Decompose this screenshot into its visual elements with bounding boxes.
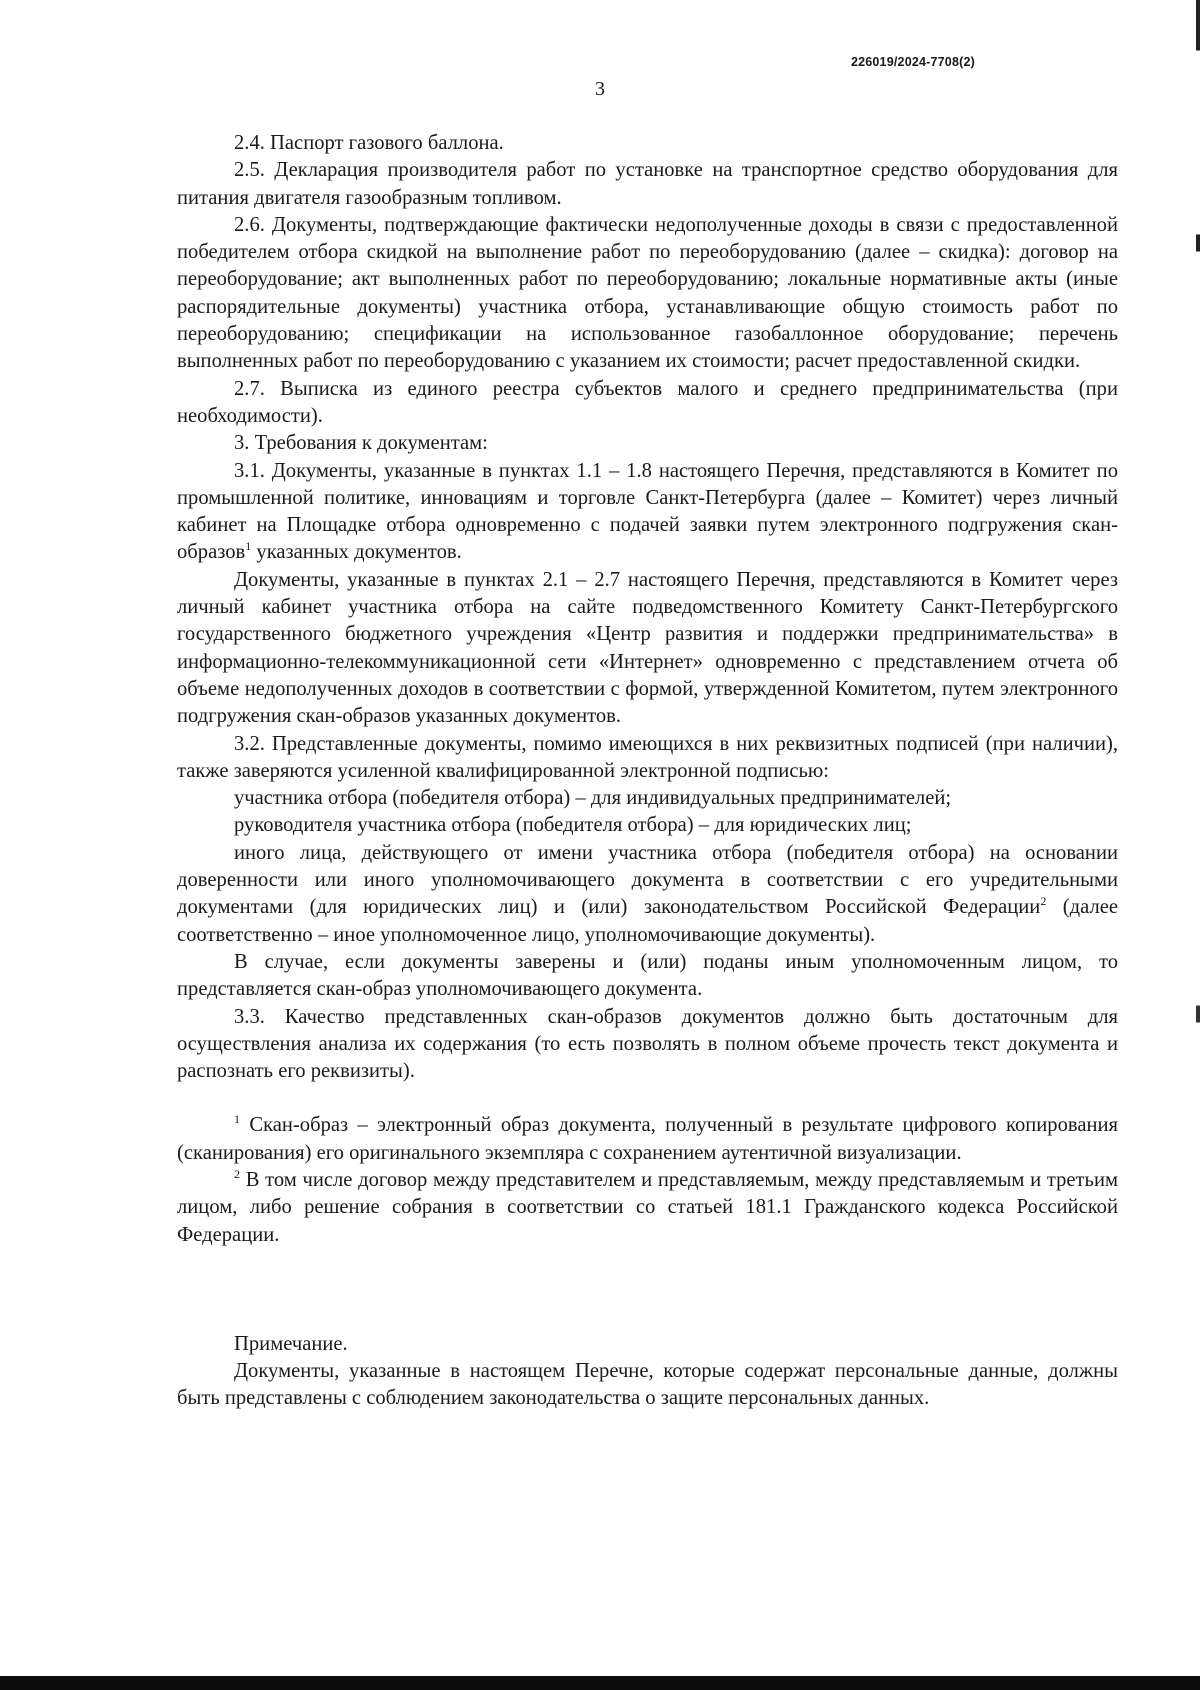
paragraph-3-1-tail: указанных документов.	[251, 541, 462, 564]
document-id: 226019/2024-7708(2)	[850, 55, 975, 69]
scan-right-edge	[1196, 0, 1200, 1676]
paragraph-2-7: 2.7. Выписка из единого реестра субъектов малого и среднего предпринимательства (при необходимости).	[177, 377, 1118, 427]
paragraph-3-1	[177, 458, 1118, 567]
paragraph-3-2-other-tail: (далее соответственно – иное уполномоченное лицо, уполномочивающие документы).	[177, 896, 1118, 946]
paragraph-3-2-other-text: иного лица, действующего от имени участника отбора (победителя отбора) на основании доверенности или иного уполномочивающего документа в соответствии с его учредительными документами (для юридических лиц) и (или) законодательством Российской Федерации	[177, 841, 1118, 919]
note-title: Примечание.	[234, 1332, 348, 1355]
paragraph-3-1-second: Документы, указанные в пунктах 2.1 – 2.7 настоящего Перечня, представляются в Комитет через личный кабинет участника отбора на сайте подведомственного Комитету Санкт-Петербургского государственного бюджетного учреждения «Центр развития и поддержки предпринимательства» в информационно-телекоммуникационной сети «Интернет» одновременно с представлением отчета об объеме недополученных доходов в соответствии с формой, утвержденной Комитетом, путем электронного подгружения скан-образов указанных документов.	[177, 568, 1118, 728]
paragraph-3-2: 3.2. Представленные документы, помимо имеющихся в них реквизитных подписей (при наличии), также заверяются усиленной квалифицированной электронной подписью:	[177, 732, 1118, 782]
footnotes	[177, 1112, 1118, 1248]
document-body	[177, 130, 1118, 1413]
paragraph-2-4: 2.4. Паспорт газового баллона.	[234, 132, 504, 154]
footnote-1-text: Скан-образ – электронный образ документа, полученный в результате цифрового копирования (сканирования) его оригинального экземпляра с сохранением аутентичной визуализации.	[177, 1114, 1118, 1164]
note-text: Документы, указанные в настоящем Перечне, которые содержат персональные данные, должны быть представлены с соблюдением законодательства о защите персональных данных.	[177, 1360, 1118, 1410]
paragraph-2-5: 2.5. Декларация производителя работ по установке на транспортное средство оборудования для питания двигателя газообразным топливом.	[177, 159, 1118, 209]
footnote-ref-2: 2	[1040, 894, 1047, 909]
paragraph-3-2-other	[177, 840, 1118, 949]
footnote-2-text: В том числе договор между представителем и представляемым, между представляемым и третьим лицом, либо решение собрания в соответствии со статьей 181.1 Гражданского кодекса Российской Федерации.	[177, 1168, 1118, 1246]
footnote-1	[177, 1112, 1118, 1167]
footnote-1-mark: 1	[234, 1112, 240, 1127]
footnote-2-mark: 2	[234, 1167, 240, 1182]
footnote-ref-1: 1	[245, 539, 252, 554]
paragraph-3-2-ul: руководителя участника отбора (победителя отбора) – для юридических лиц;	[234, 814, 912, 837]
paragraph-3-3: 3.3. Качество представленных скан-образов документов должно быть достаточным для осуществления анализа их содержания (то есть позволять в полном объеме прочесть текст документа и распознать его реквизиты).	[177, 1005, 1118, 1083]
page-number: 3	[595, 78, 605, 100]
paragraph-3-1-text: 3.1. Документы, указанные в пунктах 1.1 – 1.8 настоящего Перечня, представляются в Комитет по промышленной политике, инновациям и торговле Санкт-Петербурга (далее – Комитет) через личный кабинет на Площадке отбора одновременно с подачей заявки путем электронного подгружения скан-образов	[177, 459, 1118, 564]
footnote-2	[177, 1167, 1118, 1249]
note-section	[177, 1331, 1118, 1413]
paragraph-3-2-ip: участника отбора (победителя отбора) – для индивидуальных предпринимателей;	[234, 787, 952, 810]
paragraph-3: 3. Требования к документам:	[234, 432, 488, 455]
scan-bottom-edge	[0, 1676, 1200, 1690]
paragraph-3-2-case: В случае, если документы заверены и (или) поданы иным уполномоченным лицом, то представляется скан-образ уполномочивающего документа.	[177, 950, 1118, 1001]
paragraph-2-6: 2.6. Документы, подтверждающие фактически недополученные доходы в связи с предоставленной победителем отбора скидкой на выполнение работ по переоборудованию (далее – скидка): договор на переоборудование; акт выполненных работ по переоборудованию; локальные нормативные акты (иные распорядительные документы) участника отбора, устанавливающие общую стоимость работ по переоборудованию; спецификации на использованное газобаллонное оборудование; перечень выполненных работ по переоборудованию с указанием их стоимости; расчет предоставленной скидки.	[177, 213, 1118, 373]
